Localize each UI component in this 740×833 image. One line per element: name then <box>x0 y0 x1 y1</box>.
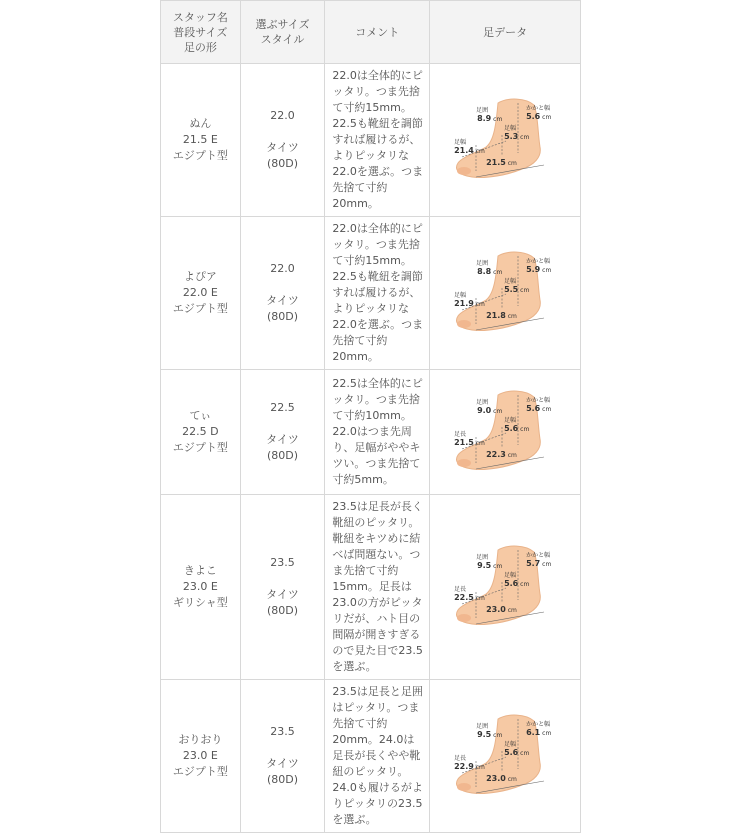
heel-value: 5.7 cm <box>526 559 552 568</box>
staff-cell <box>161 370 241 495</box>
foot-diagram <box>446 248 564 338</box>
usual-size: 23.0 E <box>182 749 218 762</box>
chosen-size: 23.5 <box>270 556 295 569</box>
style-cell <box>240 217 325 370</box>
heel-label: かかと幅 <box>526 397 551 404</box>
length-value: 23.0 cm <box>486 774 517 783</box>
style-name: タイツ <box>266 141 299 154</box>
foot-diagram <box>446 95 564 185</box>
header-foot <box>430 1 581 64</box>
table-row <box>161 680 581 833</box>
usual-size: 21.5 E <box>182 133 218 146</box>
comment-text: 22.5は全体的にピッタリ。つま先捨て寸約10mm。22.0はつま先周り、足幅がややキツい。つま先捨て寸約5mm。 <box>332 377 423 486</box>
style-name: タイツ <box>266 588 299 601</box>
style-denier: (80D) <box>267 604 299 617</box>
width-label: 足長 <box>454 586 467 593</box>
heel-value: 5.9 cm <box>526 265 552 274</box>
foot-type: ギリシャ型 <box>172 596 228 609</box>
instep-label: 足囲 <box>476 107 489 114</box>
mid-value: 5.3 cm <box>504 132 530 141</box>
comment-text: 22.0は全体的にピッタリ。つま先捨て寸約15mm。22.5も靴紐を調節すれば履けるが、よりピッタリな22.0を選ぶ。つま先捨て寸約20mm。 <box>332 222 424 363</box>
width-value: 21.9 cm <box>454 299 485 308</box>
foot-type: エジプト型 <box>172 765 228 778</box>
staff-cell <box>161 495 241 680</box>
table-row <box>161 217 581 370</box>
style-cell <box>240 370 325 495</box>
header-style-label: 選ぶサイズ スタイル <box>255 18 310 46</box>
comment-cell <box>325 217 430 370</box>
header-staff <box>161 1 241 64</box>
header-style <box>240 1 325 64</box>
width-value: 21.4 cm <box>454 146 485 155</box>
header-foot-label: 足データ <box>483 25 528 39</box>
comment-text: 22.0は全体的にピッタリ。つま先捨て寸約15mm。22.5も靴紐を調節すれば履けるが、よりピッタリな22.0を選ぶ。つま先捨て寸約20mm。 <box>332 69 424 210</box>
foot-diagram <box>446 387 564 477</box>
instep-value: 8.9 cm <box>477 114 503 123</box>
mid-label: 足幅 <box>504 278 517 285</box>
foot-data-cell <box>430 64 581 217</box>
mid-value: 5.6 cm <box>504 748 530 757</box>
header-staff-label: スタッフ名 普段サイズ 足の形 <box>172 10 228 54</box>
heel-label: かかと幅 <box>526 105 551 112</box>
header-comment-label: コメント <box>355 25 400 39</box>
heel-label: かかと幅 <box>526 258 551 265</box>
width-label: 足長 <box>454 755 467 762</box>
width-label: 足幅 <box>454 139 467 146</box>
width-value: 22.9 cm <box>454 762 485 771</box>
heel-value: 5.6 cm <box>526 404 552 413</box>
usual-size: 23.0 E <box>182 580 218 593</box>
style-name: タイツ <box>266 294 299 307</box>
instep-value: 8.8 cm <box>477 267 503 276</box>
length-value: 23.0 cm <box>486 605 517 614</box>
instep-value: 9.0 cm <box>477 406 503 415</box>
instep-value: 9.5 cm <box>477 730 503 739</box>
mid-label: 足幅 <box>504 125 517 132</box>
length-value: 21.5 cm <box>486 158 517 167</box>
staff-cell <box>161 217 241 370</box>
heel-label: かかと幅 <box>526 552 551 559</box>
style-denier: (80D) <box>267 157 299 170</box>
table-header-row <box>161 1 581 64</box>
staff-cell <box>161 64 241 217</box>
foot-type: エジプト型 <box>172 441 228 454</box>
instep-value: 9.5 cm <box>477 561 503 570</box>
comment-cell <box>325 370 430 495</box>
style-name: タイツ <box>266 757 299 770</box>
width-value: 21.5 cm <box>454 438 485 447</box>
mid-label: 足幅 <box>504 741 517 748</box>
foot-data-cell <box>430 680 581 833</box>
staff-name: おりおり <box>178 733 223 746</box>
style-name: タイツ <box>266 433 299 446</box>
staff-name: ぬん <box>189 117 212 130</box>
length-value: 22.3 cm <box>486 450 517 459</box>
width-label: 足長 <box>454 431 467 438</box>
comment-text: 23.5は足長と足囲はピッタリ。つま先捨て寸約20mm。24.0は足長が長くやや靴紐のピッタリ。24.0も履けるがよりピッタリの23.5を選ぶ。 <box>332 685 423 826</box>
width-value: 22.5 cm <box>454 593 485 602</box>
size-comparison-table <box>160 0 581 833</box>
mid-value: 5.6 cm <box>504 579 530 588</box>
mid-value: 5.5 cm <box>504 285 530 294</box>
mid-label: 足幅 <box>504 417 517 424</box>
foot-type: エジプト型 <box>172 149 228 162</box>
style-cell <box>240 64 325 217</box>
comment-cell <box>325 680 430 833</box>
header-comment <box>325 1 430 64</box>
style-cell <box>240 680 325 833</box>
usual-size: 22.0 E <box>182 286 218 299</box>
foot-diagram <box>446 711 564 801</box>
instep-label: 足囲 <box>476 554 489 561</box>
staff-cell <box>161 680 241 833</box>
usual-size: 22.5 D <box>182 425 219 438</box>
length-value: 21.8 cm <box>486 311 517 320</box>
staff-name: てぃ <box>189 409 212 422</box>
mid-value: 5.6 cm <box>504 424 530 433</box>
heel-value: 6.1 cm <box>526 728 552 737</box>
instep-label: 足囲 <box>476 260 489 267</box>
instep-label: 足囲 <box>476 723 489 730</box>
comment-cell <box>325 64 430 217</box>
foot-data-cell <box>430 495 581 680</box>
table-row <box>161 370 581 495</box>
staff-name: よぴア <box>183 270 217 283</box>
foot-data-cell <box>430 217 581 370</box>
style-denier: (80D) <box>267 773 299 786</box>
style-denier: (80D) <box>267 310 299 323</box>
mid-label: 足幅 <box>504 572 517 579</box>
chosen-size: 22.5 <box>270 401 295 414</box>
chosen-size: 22.0 <box>270 109 295 122</box>
style-denier: (80D) <box>267 449 299 462</box>
table-row <box>161 495 581 680</box>
comment-text: 23.5は足長が長く靴紐のピッタリ。靴紐をキツめに結べば問題ない。つま先捨て寸約15mm。足長は23.0の方がピッタリだが、ハト目の間隔が開きすぎるので見た目で23.5を選ぶ。 <box>332 500 423 673</box>
table-row <box>161 64 581 217</box>
instep-label: 足囲 <box>476 399 489 406</box>
style-cell <box>240 495 325 680</box>
heel-label: かかと幅 <box>526 721 551 728</box>
foot-type: エジプト型 <box>172 302 228 315</box>
staff-name: きよこ <box>183 564 217 577</box>
chosen-size: 22.0 <box>270 262 295 275</box>
width-label: 足幅 <box>454 292 467 299</box>
heel-value: 5.6 cm <box>526 112 552 121</box>
chosen-size: 23.5 <box>270 725 295 738</box>
foot-data-cell <box>430 370 581 495</box>
foot-diagram <box>446 542 564 632</box>
comment-cell <box>325 495 430 680</box>
